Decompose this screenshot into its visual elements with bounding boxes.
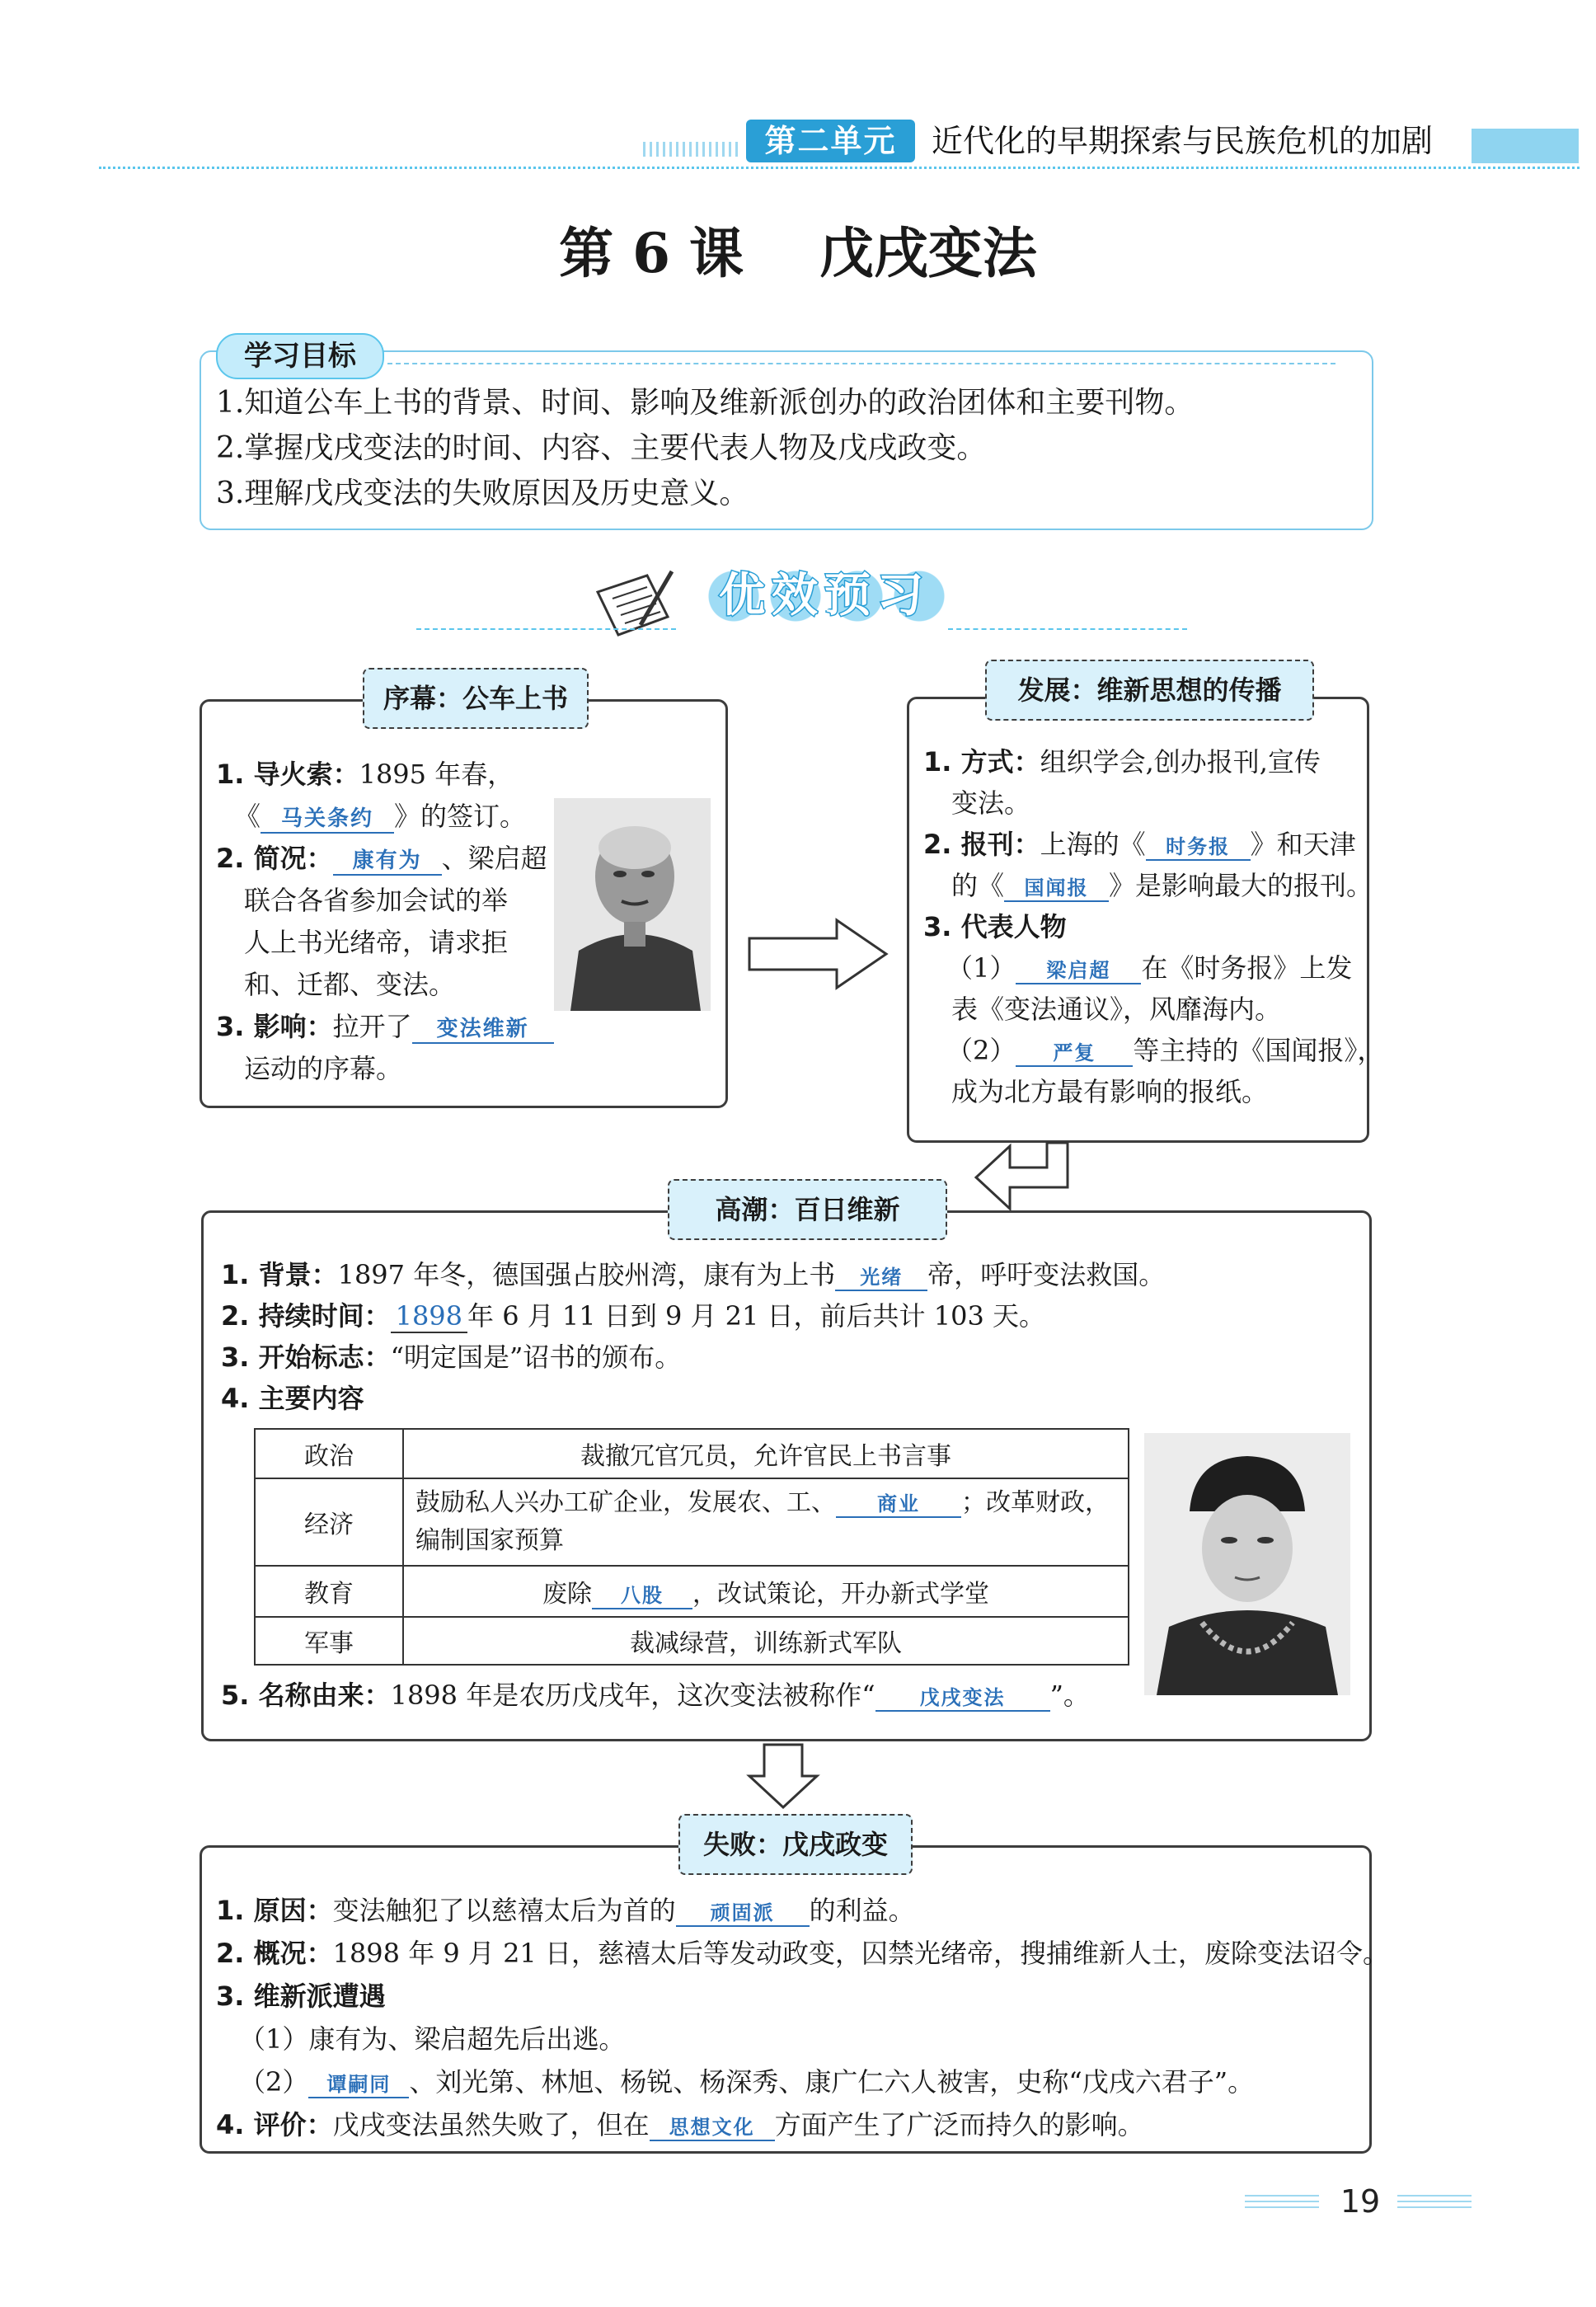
answer-blank[interactable]: 思想文化 xyxy=(650,2116,775,2141)
footer-lines-left xyxy=(1245,2195,1319,2208)
objective-item: 3.理解戊戌变法的失败原因及历史意义。 xyxy=(216,477,749,510)
table-row-head: 政治 xyxy=(255,1429,403,1478)
table-row-head: 军事 xyxy=(255,1617,403,1665)
answer-blank[interactable]: 商业 xyxy=(836,1492,961,1518)
unit-title: 近代化的早期探索与民族危机的加剧 xyxy=(932,123,1434,159)
prelude-tag: 序幕：公车上书 xyxy=(363,668,589,729)
pencil-paper-icon xyxy=(589,567,680,645)
development-tag: 发展：维新思想的传播 xyxy=(985,660,1314,721)
answer-blank[interactable]: 顽固派 xyxy=(676,1901,810,1927)
table-row xyxy=(255,1566,1129,1617)
lesson-title: 第 6 课 戊戌变法 xyxy=(559,221,1037,285)
header-stripes xyxy=(643,142,742,157)
objectives-tag: 学习目标 xyxy=(216,333,384,379)
reform-content-table xyxy=(254,1428,1129,1666)
answer-blank[interactable]: 马关条约 xyxy=(261,806,394,834)
development-line-6: （1） 梁启超 在《时务报》上发 xyxy=(946,952,1353,984)
answer-blank[interactable]: 1898 xyxy=(391,1300,467,1333)
development-line-5: 3. 代表人物 xyxy=(923,911,1067,942)
failure-line-2: 2. 概况：1898 年 9 月 21 日，慈禧太后等发动政变，囚禁光绪帝，搜捕维新人士，废除变法诏令。 xyxy=(216,1938,1389,1969)
page-number: 19 xyxy=(1340,2183,1381,2220)
answer-blank[interactable]: 光绪 xyxy=(835,1266,927,1291)
objective-item: 2.掌握戊戌变法的时间、内容、主要代表人物及戊戌政变。 xyxy=(216,431,987,465)
table-cell: 鼓励私人兴办工矿企业，发展农、工、 商业 ；改革财政， 编制国家预算 xyxy=(403,1478,1129,1566)
answer-blank[interactable]: 谭嗣同 xyxy=(308,2073,409,2098)
arrow-down-icon xyxy=(746,1741,820,1815)
table-row xyxy=(255,1478,1129,1566)
prelude-line-2: 《 马关条约 》的签订。 xyxy=(234,795,526,838)
prelude-line-6: 和、迁都、变法。 xyxy=(244,969,456,1000)
table-row-head: 经济 xyxy=(255,1478,403,1566)
portrait-kang-youwei xyxy=(554,798,711,1011)
prelude-line-7: 3. 影响：拉开了 变法维新 xyxy=(216,1005,554,1048)
preview-dash-right xyxy=(948,628,1187,630)
answer-blank[interactable]: 时务报 xyxy=(1146,835,1251,861)
answer-blank[interactable]: 梁启超 xyxy=(1016,959,1141,984)
failure-line-5: （2） 谭嗣同 、刘光第、林旭、杨锐、杨深秀、康广仁六人被害，史称“戊戌六君子”。 xyxy=(239,2066,1255,2098)
climax-line-1: 1. 背景：1897 年冬，德国强占胶州湾，康有为上书 光绪 帝，呼吁变法救国。 xyxy=(221,1259,1166,1290)
failure-line-6: 4. 评价：戊戌变法虽然失败了，但在 思想文化 方面产生了广泛而持久的影响。 xyxy=(216,2109,1144,2140)
preview-dash-left xyxy=(416,628,676,630)
climax-line-5: 5. 名称由来：1898 年是农历戊戌年，这次变法被称作“ 戊戌变法 ”。 xyxy=(221,1680,1090,1711)
table-cell: 裁撤冗官冗员，允许官民上书言事 xyxy=(403,1429,1129,1478)
answer-blank[interactable]: 变法维新 xyxy=(412,1017,554,1044)
development-line-4: 的《 国闻报 》是影响最大的报刊。 xyxy=(951,870,1373,901)
prelude-line-1: 1. 导火索：1895 年春， xyxy=(216,759,514,790)
footer-lines-right xyxy=(1397,2195,1472,2208)
arrow-right-icon xyxy=(746,917,890,994)
development-line-9: 成为北方最有影响的报纸。 xyxy=(951,1076,1269,1107)
prelude-line-4: 联合各省参加会试的举 xyxy=(244,885,509,916)
answer-blank[interactable]: 八股 xyxy=(592,1584,692,1609)
objectives-dash-rule xyxy=(387,363,1335,364)
climax-line-3: 3. 开始标志：“明定国是”诏书的颁布。 xyxy=(221,1341,682,1373)
climax-line-2: 2. 持续时间： 1898 年 6 月 11 日到 9 月 21 日，前后共计 103 天。 xyxy=(221,1294,1045,1337)
climax-tag: 高潮：百日维新 xyxy=(668,1179,947,1240)
table-cell: 裁减绿营，训练新式军队 xyxy=(403,1617,1129,1665)
failure-line-1: 1. 原因：变法触犯了以慈禧太后为首的 顽固派 的利益。 xyxy=(216,1895,915,1926)
prelude-line-3: 2. 简况： 康有为 、梁启超 xyxy=(216,837,547,880)
prelude-line-5: 人上书光绪帝，请求拒 xyxy=(244,927,509,958)
failure-line-3: 3. 维新派遭遇 xyxy=(216,1980,386,2012)
prelude-line-8: 运动的序幕。 xyxy=(244,1053,403,1084)
table-row-head: 教育 xyxy=(255,1566,403,1617)
development-line-3: 2. 报刊：上海的《 时务报 》和天津 xyxy=(923,829,1356,860)
answer-blank[interactable]: 国闻报 xyxy=(1004,876,1109,902)
failure-tag: 失败：戊戌政变 xyxy=(678,1814,913,1875)
failure-line-4: （1）康有为、梁启超先后出逃。 xyxy=(239,2023,626,2055)
unit-badge: 第二单元 xyxy=(746,120,915,162)
development-line-1: 1. 方式：组织学会,创办报刊,宣传 xyxy=(923,746,1321,778)
development-line-8: （2） 严复 等主持的《国闻报》， xyxy=(946,1035,1384,1066)
objective-item: 1.知道公车上书的背景、时间、影响及维新派创办的政治团体和主要刊物。 xyxy=(216,386,1195,420)
table-row xyxy=(255,1429,1129,1478)
preview-banner: 优效预习 xyxy=(701,567,948,625)
header-accent-bar xyxy=(1472,129,1579,163)
portrait-guangxu-emperor xyxy=(1144,1433,1350,1695)
climax-line-4: 4. 主要内容 xyxy=(221,1383,364,1414)
development-line-2: 变法。 xyxy=(951,787,1031,819)
header-dotted-rule xyxy=(99,167,1580,169)
answer-blank[interactable]: 康有为 xyxy=(333,848,442,876)
arrow-down-left-icon xyxy=(973,1139,1076,1217)
table-row xyxy=(255,1617,1129,1665)
table-cell: 废除 八股 ，改试策论，开办新式学堂 xyxy=(403,1566,1129,1617)
development-line-7: 表《变法通议》，风靡海内。 xyxy=(951,994,1282,1025)
answer-blank[interactable]: 严复 xyxy=(1016,1041,1133,1067)
answer-blank[interactable]: 戊戌变法 xyxy=(875,1686,1050,1712)
